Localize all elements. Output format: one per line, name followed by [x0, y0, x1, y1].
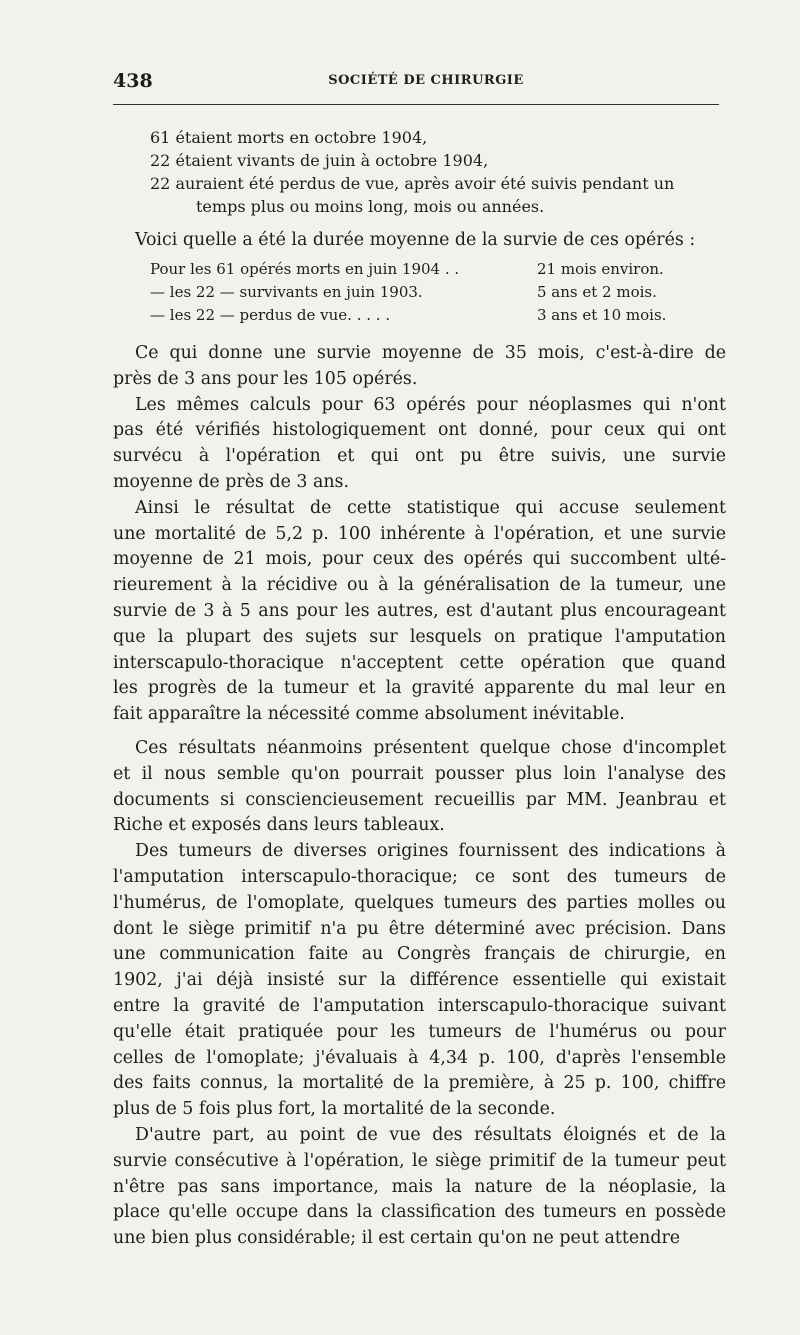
table-cell-duration: 3 ans et 10 mois. — [537, 306, 667, 324]
page-header — [113, 70, 719, 94]
text-line: que la plupart des sujets sur lesquels on pratique l'amputation — [113, 626, 726, 647]
text-line: Riche et exposés dans leurs tableaux. — [113, 815, 445, 836]
text-line: rieurement à la récidive ou à la généralisation de la tumeur, une — [113, 575, 726, 596]
text-line: survie consécutive à l'opération, le siège primitif de la tumeur peut — [113, 1150, 726, 1171]
paragraph — [113, 839, 726, 1123]
paragraph — [113, 393, 726, 496]
paragraph — [113, 496, 726, 728]
paragraph — [113, 341, 726, 393]
text-line: 1902, j'ai déjà insisté sur la différence essentielle qui existait — [113, 970, 726, 991]
text-line: survie de 3 à 5 ans pour les autres, est d'autant plus encourageant — [113, 600, 726, 621]
text-line: une bien plus considérable; il est certain qu'on ne peut attendre — [113, 1228, 681, 1249]
text-line: et il nous semble qu'on pourrait pousser plus loin l'analyse des — [113, 763, 726, 784]
text-line: pas été vérifiés histologiquement ont donné, pour ceux qui ont — [113, 420, 726, 441]
table-cell-group: — les 22 — perdus de vue. . . . . — [150, 306, 391, 324]
text-line: une communication faite au Congrès français de chirurgie, en — [113, 944, 726, 965]
text-line: plus de 5 fois plus fort, la mortalité de la seconde. — [113, 1099, 556, 1120]
text-line: survécu à l'opération et qui ont pu être suivis, une survie — [113, 446, 726, 467]
paragraph — [113, 736, 726, 839]
list-item-continuation: temps plus ou moins long, mois ou années. — [196, 197, 545, 216]
text-line: Ce qui donne une survie moyenne de 35 mois, c'est-à-dire de — [135, 343, 726, 363]
list-item: 61 étaient morts en octobre 1904, — [150, 128, 428, 147]
text-line: place qu'elle occupe dans la classification des tumeurs en possède — [113, 1202, 726, 1223]
text-line: l'amputation interscapulo-thoracique; ce sont des tumeurs de — [113, 866, 726, 887]
text-line: celles de l'omoplate; j'évaluais à 4,34 p. 100, d'après l'ensemble — [113, 1047, 726, 1068]
list-item: 22 étaient vivants de juin à octobre 1904, — [150, 151, 489, 170]
text-line: interscapulo-thoracique n'acceptent cette opération que quand — [113, 652, 726, 673]
page-number: 438 — [113, 70, 153, 92]
table-cell-group: — les 22 — survivants en juin 1903. — [150, 283, 423, 301]
body-text — [113, 341, 726, 1252]
text-line: Les mêmes calculs pour 63 opérés pour néoplasmes qui n'ont — [135, 394, 726, 415]
paragraph — [113, 1123, 726, 1252]
table-cell-duration: 21 mois environ. — [537, 260, 664, 278]
text-line: documents si consciencieusement recueillis par MM. Jeanbrau et — [113, 789, 726, 810]
survival-intro: Voici quelle a été la durée moyenne de la survie de ces opérés : — [135, 230, 696, 250]
list-item: 22 auraient été perdus de vue, après avoir été suivis pendant un — [150, 174, 675, 193]
text-line: près de 3 ans pour les 105 opérés. — [113, 368, 418, 389]
table-row — [150, 281, 710, 304]
text-line: une mortalité de 5,2 p. 100 inhérente à l'opération, et une survie — [113, 523, 726, 544]
table-cell-group: Pour les 61 opérés morts en juin 1904 . . — [150, 260, 460, 278]
header-rule — [113, 104, 719, 105]
text-line: l'humérus, de l'omoplate, quelques tumeurs des parties molles ou — [113, 892, 726, 913]
text-line: Des tumeurs de diverses origines fournissent des indications à — [135, 841, 726, 862]
text-line: D'autre part, au point de vue des résultats éloignés et de la — [135, 1124, 726, 1145]
text-line: n'être pas sans importance, mais la nature de la néoplasie, la — [113, 1176, 726, 1197]
table-cell-duration: 5 ans et 2 mois. — [537, 283, 657, 301]
text-line: moyenne de 21 mois, pour ceux des opérés qui succombent ulté- — [113, 549, 726, 570]
text-line: entre la gravité de l'amputation interscapulo-thoracique suivant — [113, 995, 726, 1016]
table-row — [150, 304, 710, 327]
text-line: des faits connus, la mortalité de la première, à 25 p. 100, chiffre — [113, 1073, 726, 1094]
text-line: moyenne de près de 3 ans. — [113, 471, 350, 492]
outcome-list — [150, 126, 710, 218]
text-line: fait apparaître la nécessité comme absolument inévitable. — [113, 704, 625, 725]
text-line: les progrès de la tumeur et la gravité apparente du mal leur en — [113, 678, 726, 699]
text-line: Ainsi le résultat de cette statistique qui accuse seulement — [135, 497, 726, 518]
text-line: Ces résultats néanmoins présentent quelque chose d'incomplet — [135, 737, 726, 758]
table-row — [150, 258, 710, 281]
text-line: qu'elle était pratiquée pour les tumeurs de l'humérus ou pour — [113, 1021, 726, 1042]
running-title: SOCIÉTÉ DE CHIRURGIE — [328, 73, 524, 88]
text-line: dont le siège primitif n'a pu être déterminé avec précision. Dans — [113, 918, 726, 939]
survival-table — [150, 258, 710, 327]
